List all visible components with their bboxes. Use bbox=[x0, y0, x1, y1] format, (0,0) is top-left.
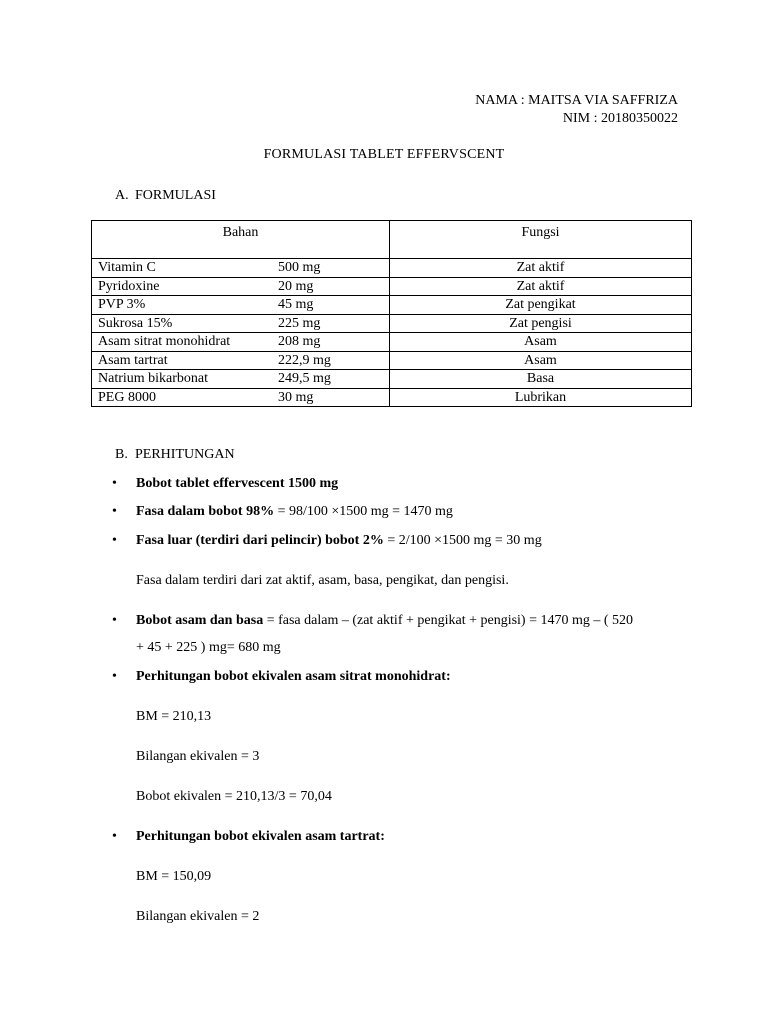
sitrat-bm: BM = 210,13 bbox=[136, 709, 212, 724]
bullet-icon: • bbox=[112, 669, 117, 684]
cell-amount: 222,9 mg bbox=[272, 351, 390, 370]
cell-fungsi: Zat pengisi bbox=[390, 314, 692, 333]
table-row bbox=[92, 259, 692, 278]
calc-fasa-dalam bbox=[136, 504, 453, 520]
header-fungsi: Fungsi bbox=[390, 221, 692, 259]
cell-amount: 500 mg bbox=[272, 259, 390, 278]
bullet-icon: • bbox=[112, 533, 117, 548]
table-row bbox=[92, 388, 692, 407]
calc-ekivalen-sitrat-heading bbox=[136, 669, 451, 685]
table-row bbox=[92, 314, 692, 333]
cell-fungsi: Zat aktif bbox=[390, 259, 692, 278]
cell-amount: 30 mg bbox=[272, 388, 390, 407]
cell-bahan: PEG 8000 bbox=[92, 388, 273, 407]
calc-bobot-asam-basa-value: = fasa dalam – (zat aktif + pengikat + pengisi) = 1470 mg – ( 520 bbox=[263, 613, 634, 628]
bullet-icon: • bbox=[112, 476, 117, 491]
calc-fasa-luar-label: Fasa luar (terdiri dari pelincir) bobot 2% bbox=[136, 533, 384, 548]
cell-fungsi: Asam bbox=[390, 333, 692, 352]
calc-ekivalen-tartrat-label: Perhitungan bobot ekivalen asam tartrat: bbox=[136, 829, 385, 844]
cell-fungsi: Lubrikan bbox=[390, 388, 692, 407]
student-info bbox=[475, 92, 678, 128]
table-row bbox=[92, 296, 692, 315]
cell-bahan: Natrium bikarbonat bbox=[92, 370, 273, 389]
section-a-heading bbox=[115, 188, 216, 204]
section-a-letter: A. bbox=[115, 188, 129, 203]
cell-amount: 45 mg bbox=[272, 296, 390, 315]
calc-bobot-tablet bbox=[136, 476, 338, 492]
calc-bobot-asam-basa-label: Bobot asam dan basa bbox=[136, 613, 264, 628]
calc-bobot-asam-basa bbox=[136, 613, 633, 629]
calc-fasa-luar bbox=[136, 533, 542, 549]
table-row bbox=[92, 351, 692, 370]
calc-fasa-luar-value: = 2/100 ×1500 mg = 30 mg bbox=[383, 533, 542, 548]
cell-fungsi: Basa bbox=[390, 370, 692, 389]
table-row bbox=[92, 370, 692, 389]
cell-amount: 225 mg bbox=[272, 314, 390, 333]
section-b-letter: B. bbox=[115, 447, 128, 462]
calc-bobot-asam-basa-continued: + 45 + 225 ) mg= 680 mg bbox=[136, 640, 281, 655]
cell-amount: 20 mg bbox=[272, 277, 390, 296]
cell-fungsi: Zat pengikat bbox=[390, 296, 692, 315]
calc-ekivalen-sitrat-label: Perhitungan bobot ekivalen asam sitrat monohidrat: bbox=[136, 669, 451, 684]
formulation-table bbox=[91, 220, 692, 407]
cell-bahan: Asam sitrat monohidrat bbox=[92, 333, 273, 352]
section-a-label: FORMULASI bbox=[135, 188, 216, 203]
sitrat-bobot-ekivalen: Bobot ekivalen = 210,13/3 = 70,04 bbox=[136, 789, 332, 804]
section-b-heading bbox=[115, 447, 235, 463]
sitrat-bilangan-ekivalen: Bilangan ekivalen = 3 bbox=[136, 749, 260, 764]
bullet-icon: • bbox=[112, 613, 117, 628]
tartrat-bilangan-ekivalen: Bilangan ekivalen = 2 bbox=[136, 909, 260, 924]
table-header-row bbox=[92, 221, 692, 259]
cell-bahan: Asam tartrat bbox=[92, 351, 273, 370]
bullet-icon: • bbox=[112, 504, 117, 519]
cell-bahan: Sukrosa 15% bbox=[92, 314, 273, 333]
cell-amount: 208 mg bbox=[272, 333, 390, 352]
section-b-label: PERHITUNGAN bbox=[135, 447, 235, 462]
calc-bobot-tablet-label: Bobot tablet effervescent 1500 mg bbox=[136, 476, 339, 491]
calc-fasa-dalam-value: = 98/100 ×1500 mg = 1470 mg bbox=[274, 504, 453, 519]
cell-bahan: PVP 3% bbox=[92, 296, 273, 315]
bullet-icon: • bbox=[112, 829, 117, 844]
cell-fungsi: Asam bbox=[390, 351, 692, 370]
calc-fasa-dalam-label: Fasa dalam bobot 98% bbox=[136, 504, 275, 519]
student-nim: NIM : 20180350022 bbox=[562, 111, 678, 126]
calc-ekivalen-tartrat-heading bbox=[136, 829, 385, 845]
table-row bbox=[92, 277, 692, 296]
header-bahan: Bahan bbox=[92, 221, 390, 259]
cell-bahan: Vitamin C bbox=[92, 259, 273, 278]
table-row bbox=[92, 333, 692, 352]
document-title: FORMULASI TABLET EFFERVSCENT bbox=[263, 147, 505, 162]
cell-amount: 249,5 mg bbox=[272, 370, 390, 389]
fasa-dalam-note: Fasa dalam terdiri dari zat aktif, asam, basa, pengikat, dan pengisi. bbox=[136, 573, 509, 588]
cell-fungsi: Zat aktif bbox=[390, 277, 692, 296]
student-name: NAMA : MAITSA VIA SAFFRIZA bbox=[475, 93, 678, 108]
tartrat-bm: BM = 150,09 bbox=[136, 869, 212, 884]
cell-bahan: Pyridoxine bbox=[92, 277, 273, 296]
